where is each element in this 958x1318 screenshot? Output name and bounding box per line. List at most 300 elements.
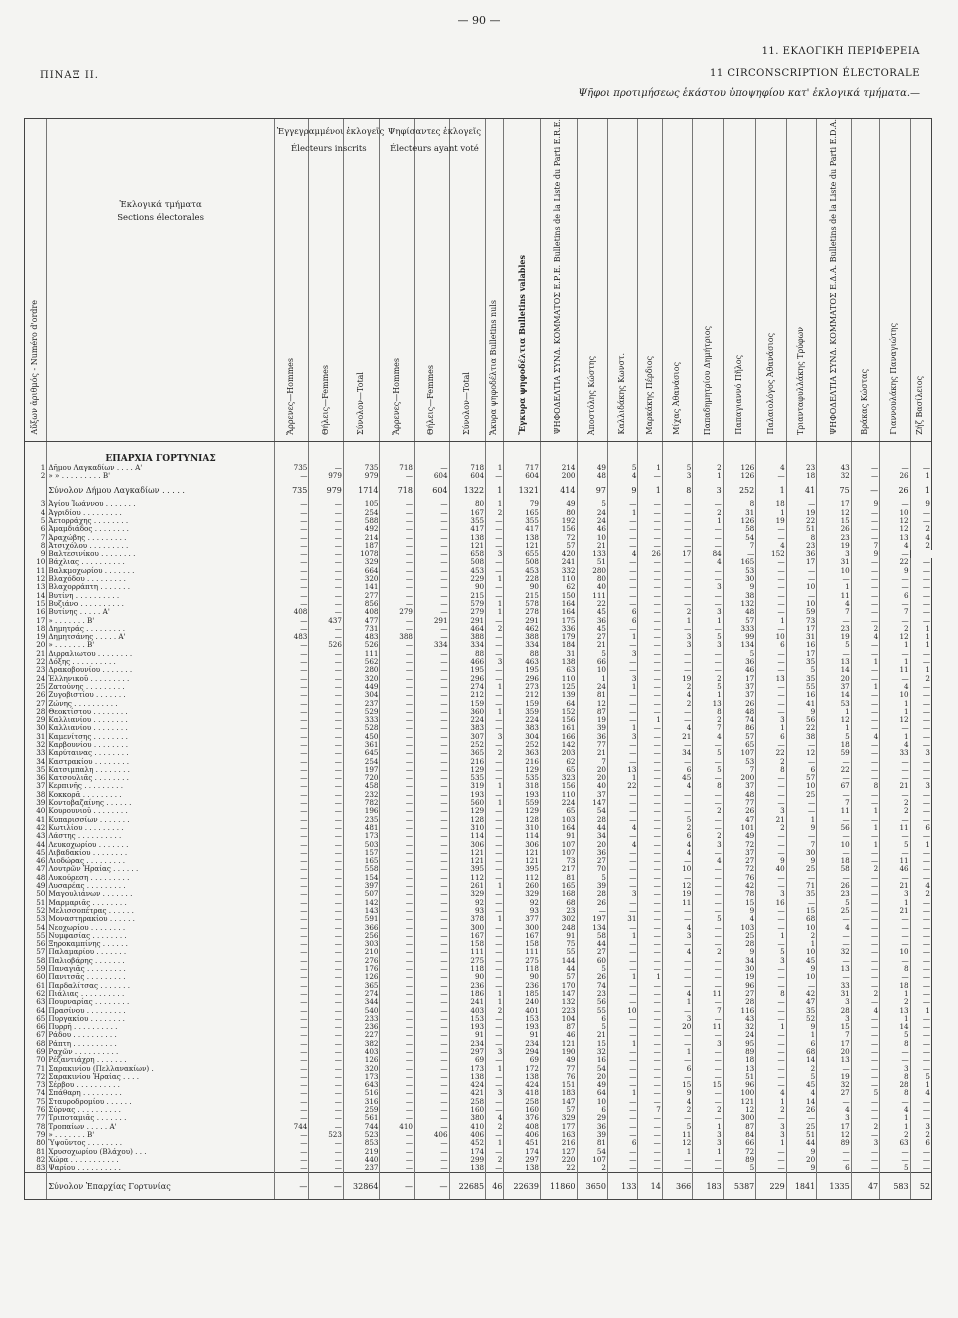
cell-value: 4: [880, 741, 910, 749]
cell-value: —: [693, 1114, 723, 1122]
cell-value: 103: [723, 924, 756, 932]
cell-value: —: [415, 890, 450, 898]
cell-value: —: [756, 791, 786, 799]
cell-value: —: [380, 932, 415, 940]
cell-value: —: [380, 940, 415, 948]
cell-value: 277: [343, 592, 380, 600]
cell-value: 1: [693, 517, 723, 525]
cell-value: —: [274, 1081, 309, 1089]
cell-value: 3: [693, 1139, 723, 1147]
cell-value: —: [309, 567, 344, 575]
cell-value: —: [415, 1156, 450, 1164]
cell-value: —: [756, 600, 786, 608]
cell-value: —: [851, 940, 879, 948]
cell-value: —: [638, 1065, 662, 1073]
cell-value: 274: [343, 990, 380, 998]
cell-value: 2: [910, 675, 931, 683]
cell-value: —: [486, 1056, 504, 1064]
cell-value: 127: [540, 1148, 577, 1156]
cell-value: 452: [449, 1139, 486, 1147]
cell-value: —: [274, 700, 309, 708]
cell-value: —: [817, 957, 852, 965]
section-name: Λάστης . . . . . . . . . .: [47, 832, 275, 840]
cell-value: 37: [817, 683, 852, 691]
cell-value: —: [910, 857, 931, 865]
cell-value: —: [638, 1123, 662, 1131]
cell-value: 90: [449, 973, 486, 981]
cell-value: —: [486, 1148, 504, 1156]
cell-value: 420: [540, 550, 577, 558]
cell-value: 22685: [449, 1173, 486, 1200]
cell-value: —: [851, 525, 879, 533]
cell-value: 1: [880, 641, 910, 649]
cell-value: 26: [786, 1106, 816, 1114]
cell-value: 89: [723, 1048, 756, 1056]
cell-value: 3: [817, 1015, 852, 1023]
cell-value: 332: [540, 567, 577, 575]
cell-value: 179: [540, 633, 577, 641]
cell-value: —: [756, 915, 786, 923]
cell-value: 76: [540, 1073, 577, 1081]
cell-value: —: [607, 965, 637, 973]
cell-value: —: [607, 849, 637, 857]
cell-value: 17: [817, 1123, 852, 1131]
cell-value: —: [415, 1173, 450, 1200]
section-name: » . . . . . . . Β': [47, 1131, 275, 1139]
cell-value: 55: [540, 948, 577, 956]
cell-value: —: [851, 666, 879, 674]
cell-value: —: [415, 1089, 450, 1097]
cell-value: 24: [577, 509, 607, 517]
cell-value: 2: [486, 1123, 504, 1131]
cell-value: —: [638, 683, 662, 691]
cell-value: —: [486, 940, 504, 948]
cell-value: 417: [449, 525, 486, 533]
cell-value: 76: [723, 874, 756, 882]
cell-value: 46: [577, 525, 607, 533]
section-name: Βυτίνης . . . . . A': [47, 608, 275, 616]
cell-value: —: [880, 600, 910, 608]
cell-value: —: [851, 766, 879, 774]
cell-value: 126: [723, 472, 756, 480]
cell-value: —: [638, 534, 662, 542]
row-number: 62: [25, 990, 47, 998]
cell-value: —: [274, 542, 309, 550]
cell-value: 388: [449, 633, 486, 641]
cell-value: —: [638, 675, 662, 683]
cell-value: 165: [343, 857, 380, 865]
cell-value: 27: [577, 857, 607, 865]
cell-value: —: [274, 733, 309, 741]
cell-value: —: [309, 857, 344, 865]
cell-value: 78: [723, 890, 756, 898]
cell-value: 19: [817, 1073, 852, 1081]
cell-value: —: [486, 1023, 504, 1031]
cell-value: —: [274, 965, 309, 973]
cell-value: 92: [449, 899, 486, 907]
cell-value: —: [309, 691, 344, 699]
cell-value: 320: [343, 575, 380, 583]
cell-value: 36: [577, 1123, 607, 1131]
cell-value: —: [851, 675, 879, 683]
row-number: 46: [25, 857, 47, 865]
cell-value: 57: [540, 1106, 577, 1114]
cell-value: —: [910, 799, 931, 807]
cell-value: 560: [449, 799, 486, 807]
cell-value: —: [638, 799, 662, 807]
cell-value: 13: [880, 534, 910, 542]
cell-value: —: [380, 1040, 415, 1048]
cell-value: 125: [540, 683, 577, 691]
cell-value: 718: [380, 464, 415, 472]
cell-value: —: [380, 907, 415, 915]
cell-value: 48: [723, 791, 756, 799]
cell-value: —: [380, 641, 415, 649]
cell-value: 195: [449, 666, 486, 674]
cell-value: —: [607, 741, 637, 749]
cell-value: —: [786, 1114, 816, 1122]
section-name: Σύρνας . . . . . . . . . .: [47, 1106, 275, 1114]
cell-value: —: [380, 807, 415, 815]
cell-value: —: [662, 1031, 692, 1039]
cell-value: 18: [786, 472, 816, 480]
cell-value: 8: [880, 965, 910, 973]
cell-value: 9: [786, 1148, 816, 1156]
cell-value: 6: [786, 766, 816, 774]
cell-value: 173: [343, 1073, 380, 1081]
cell-value: —: [274, 1173, 309, 1200]
cell-value: —: [910, 849, 931, 857]
cell-value: 979: [309, 472, 344, 480]
cell-value: 782: [343, 799, 380, 807]
cell-value: —: [851, 816, 879, 824]
cell-value: —: [851, 464, 879, 472]
cell-value: —: [756, 1040, 786, 1048]
cell-value: 397: [343, 882, 380, 890]
cell-value: 383: [449, 724, 486, 732]
cell-value: 4: [693, 857, 723, 865]
cell-value: 307: [449, 733, 486, 741]
cell-value: —: [786, 982, 816, 990]
cell-value: —: [910, 608, 931, 616]
cell-value: —: [486, 1015, 504, 1023]
cell-value: —: [607, 1098, 637, 1106]
cell-value: —: [910, 558, 931, 566]
cell-value: 73: [786, 617, 816, 625]
cell-value: —: [274, 617, 309, 625]
cell-value: —: [638, 957, 662, 965]
cell-value: —: [274, 708, 309, 716]
cell-value: 13: [880, 1007, 910, 1015]
cell-value: —: [638, 807, 662, 815]
cell-value: —: [607, 534, 637, 542]
cell-value: 4: [910, 1089, 931, 1097]
section-name: Παλαμαρίου . . . . . . .: [47, 948, 275, 956]
cell-value: 3: [693, 1131, 723, 1139]
cell-value: 37: [723, 782, 756, 790]
cell-value: 304: [504, 733, 541, 741]
cell-value: —: [638, 741, 662, 749]
cell-value: —: [851, 691, 879, 699]
cell-value: 382: [343, 1040, 380, 1048]
col-voted-men: Ψηφίσαντες ἐκλογεῖς Électeurs ayant voté Ἄρρενες—Hommes: [380, 119, 415, 442]
cell-value: —: [693, 542, 723, 550]
cell-value: —: [415, 592, 450, 600]
cell-value: —: [851, 1098, 879, 1106]
cell-value: —: [380, 472, 415, 480]
cell-value: —: [638, 1139, 662, 1147]
cell-value: —: [309, 865, 344, 873]
cell-value: —: [880, 915, 910, 923]
cell-value: 304: [343, 691, 380, 699]
cell-value: —: [486, 741, 504, 749]
cell-value: 10: [817, 567, 852, 575]
cell-value: —: [851, 799, 879, 807]
cell-value: —: [415, 924, 450, 932]
cell-value: 329: [449, 890, 486, 898]
cell-value: 424: [504, 1081, 541, 1089]
cell-value: —: [486, 724, 504, 732]
row-number: 37: [25, 782, 47, 790]
cell-value: —: [415, 658, 450, 666]
cell-value: —: [274, 517, 309, 525]
cell-value: 107: [540, 841, 577, 849]
cell-value: 28: [817, 1007, 852, 1015]
cell-value: 403: [343, 1048, 380, 1056]
cell-value: —: [851, 973, 879, 981]
cell-value: —: [880, 550, 910, 558]
cell-value: 7: [880, 608, 910, 616]
cell-value: 13: [723, 1065, 756, 1073]
col-sections: Ἐκλογικά τμήματα Sections électorales: [47, 119, 275, 442]
cell-value: 5: [910, 1073, 931, 1081]
section-name: Καλλιανίου . . . . . . . .: [47, 724, 275, 732]
cell-value: 59: [817, 749, 852, 757]
cell-value: 4: [756, 542, 786, 550]
cell-value: 380: [449, 1114, 486, 1122]
cell-value: 5: [693, 633, 723, 641]
cell-value: 212: [449, 691, 486, 699]
cell-value: —: [662, 583, 692, 591]
cell-value: 10: [756, 633, 786, 641]
cell-value: 214: [343, 534, 380, 542]
cell-value: —: [638, 575, 662, 583]
cell-value: —: [380, 774, 415, 782]
cell-value: 168: [540, 890, 577, 898]
cell-value: 128: [504, 816, 541, 824]
cell-value: 508: [449, 558, 486, 566]
row-number: 13: [25, 583, 47, 591]
cell-value: —: [415, 816, 450, 824]
cell-value: 112: [504, 874, 541, 882]
cell-value: —: [662, 957, 692, 965]
cell-value: 107: [577, 1156, 607, 1164]
cell-value: 655: [504, 550, 541, 558]
cell-value: 26: [880, 472, 910, 480]
cell-value: —: [380, 816, 415, 824]
cell-value: —: [693, 1164, 723, 1173]
cell-value: 561: [343, 1114, 380, 1122]
cell-value: 20: [577, 1073, 607, 1081]
cell-value: 6: [756, 733, 786, 741]
cell-value: —: [607, 924, 637, 932]
cell-value: 15: [817, 1023, 852, 1031]
cell-value: 10: [880, 948, 910, 956]
cell-value: —: [693, 1156, 723, 1164]
section-name: Κερπινῆς . . . . . . . . .: [47, 782, 275, 790]
cell-value: —: [910, 683, 931, 691]
cell-value: 4: [662, 849, 692, 857]
cell-value: —: [309, 1114, 344, 1122]
cell-value: 1: [693, 617, 723, 625]
cell-value: 157: [343, 849, 380, 857]
cell-value: —: [607, 907, 637, 915]
cell-value: 421: [449, 1089, 486, 1097]
cell-value: 296: [504, 675, 541, 683]
cell-value: 20: [786, 1156, 816, 1164]
cell-value: 52: [910, 1173, 931, 1200]
cell-value: —: [415, 749, 450, 757]
cell-value: 79: [504, 500, 541, 508]
cell-value: —: [880, 464, 910, 472]
cell-value: —: [851, 741, 879, 749]
cell-value: 126: [343, 973, 380, 981]
cell-value: 84: [693, 550, 723, 558]
cell-value: —: [851, 592, 879, 600]
cell-value: —: [638, 874, 662, 882]
cell-value: —: [486, 907, 504, 915]
cell-value: —: [851, 534, 879, 542]
cell-value: 6: [910, 1139, 931, 1147]
cell-value: 17: [817, 1040, 852, 1048]
cell-value: —: [415, 907, 450, 915]
cell-value: 58: [723, 525, 756, 533]
cell-value: 47: [786, 998, 816, 1006]
cell-value: 30: [723, 965, 756, 973]
cell-value: —: [756, 666, 786, 674]
cell-value: —: [693, 741, 723, 749]
cell-value: 163: [540, 1131, 577, 1139]
cell-value: —: [693, 965, 723, 973]
cell-value: 216: [449, 758, 486, 766]
cell-value: 462: [504, 625, 541, 633]
col-candidate-1: Ἀποστόλης Κώστης: [577, 119, 607, 442]
cell-value: 143: [343, 907, 380, 915]
cell-value: 3: [693, 641, 723, 649]
cell-value: 4: [607, 841, 637, 849]
cell-value: —: [880, 1148, 910, 1156]
cell-value: —: [693, 1098, 723, 1106]
cell-value: —: [309, 982, 344, 990]
cell-value: 258: [449, 1098, 486, 1106]
cell-value: —: [380, 525, 415, 533]
cell-value: —: [380, 799, 415, 807]
cell-value: 170: [540, 982, 577, 990]
cell-value: —: [309, 973, 344, 981]
row-number: 11: [25, 567, 47, 575]
cell-value: 1: [607, 932, 637, 940]
cell-value: —: [486, 816, 504, 824]
cell-value: —: [756, 1164, 786, 1173]
cell-value: —: [607, 882, 637, 890]
cell-value: 174: [449, 1148, 486, 1156]
cell-value: 24: [577, 517, 607, 525]
cell-value: 718: [380, 480, 415, 500]
cell-value: 26: [817, 525, 852, 533]
cell-value: —: [380, 534, 415, 542]
col-registered-total: Σύνολον—Total: [343, 119, 380, 442]
cell-value: 3: [756, 1123, 786, 1131]
cell-value: —: [309, 534, 344, 542]
cell-value: 93: [504, 907, 541, 915]
row-number: 22: [25, 658, 47, 666]
cell-value: 540: [343, 1007, 380, 1015]
cell-value: —: [380, 716, 415, 724]
cell-value: 4: [910, 534, 931, 542]
cell-value: —: [415, 1073, 450, 1081]
cell-value: —: [786, 807, 816, 815]
cell-value: 4: [851, 1007, 879, 1015]
cell-value: —: [851, 849, 879, 857]
cell-value: —: [817, 1156, 852, 1164]
cell-value: 453: [449, 567, 486, 575]
cell-value: 440: [343, 1156, 380, 1164]
cell-value: 7: [693, 724, 723, 732]
cell-value: 3650: [577, 1173, 607, 1200]
cell-value: 29: [577, 1114, 607, 1122]
cell-value: —: [607, 758, 637, 766]
cell-value: —: [662, 1040, 692, 1048]
cell-value: 477: [343, 617, 380, 625]
cell-value: —: [880, 849, 910, 857]
cell-value: 388: [380, 633, 415, 641]
cell-value: 10: [662, 865, 692, 873]
cell-value: —: [415, 990, 450, 998]
cell-value: —: [415, 982, 450, 990]
cell-value: —: [486, 758, 504, 766]
cell-value: —: [638, 708, 662, 716]
cell-value: —: [380, 658, 415, 666]
cell-value: —: [274, 666, 309, 674]
cell-value: —: [693, 650, 723, 658]
cell-value: 25: [723, 932, 756, 940]
cell-value: 116: [723, 1007, 756, 1015]
cell-value: —: [607, 600, 637, 608]
cell-value: —: [607, 1148, 637, 1156]
cell-value: 4: [662, 724, 692, 732]
cell-value: 17: [817, 500, 852, 508]
cell-value: 35: [786, 890, 816, 898]
section-name: Ἀετορράχης . . . . . . . .: [47, 517, 275, 525]
cell-value: —: [415, 575, 450, 583]
cell-value: —: [415, 666, 450, 674]
cell-value: —: [309, 608, 344, 616]
cell-value: —: [756, 799, 786, 807]
cell-value: 75: [817, 480, 852, 500]
section-name: Πυργακίου . . . . . . . .: [47, 1015, 275, 1023]
cell-value: —: [910, 658, 931, 666]
cell-value: 376: [504, 1114, 541, 1122]
cell-value: 3: [880, 1065, 910, 1073]
row-number: 76: [25, 1106, 47, 1114]
cell-value: 410: [380, 1123, 415, 1131]
cell-value: 6: [786, 1040, 816, 1048]
cell-value: 6: [910, 824, 931, 832]
cell-value: 359: [504, 708, 541, 716]
cell-value: —: [756, 1056, 786, 1064]
cell-value: —: [380, 509, 415, 517]
cell-value: —: [274, 799, 309, 807]
